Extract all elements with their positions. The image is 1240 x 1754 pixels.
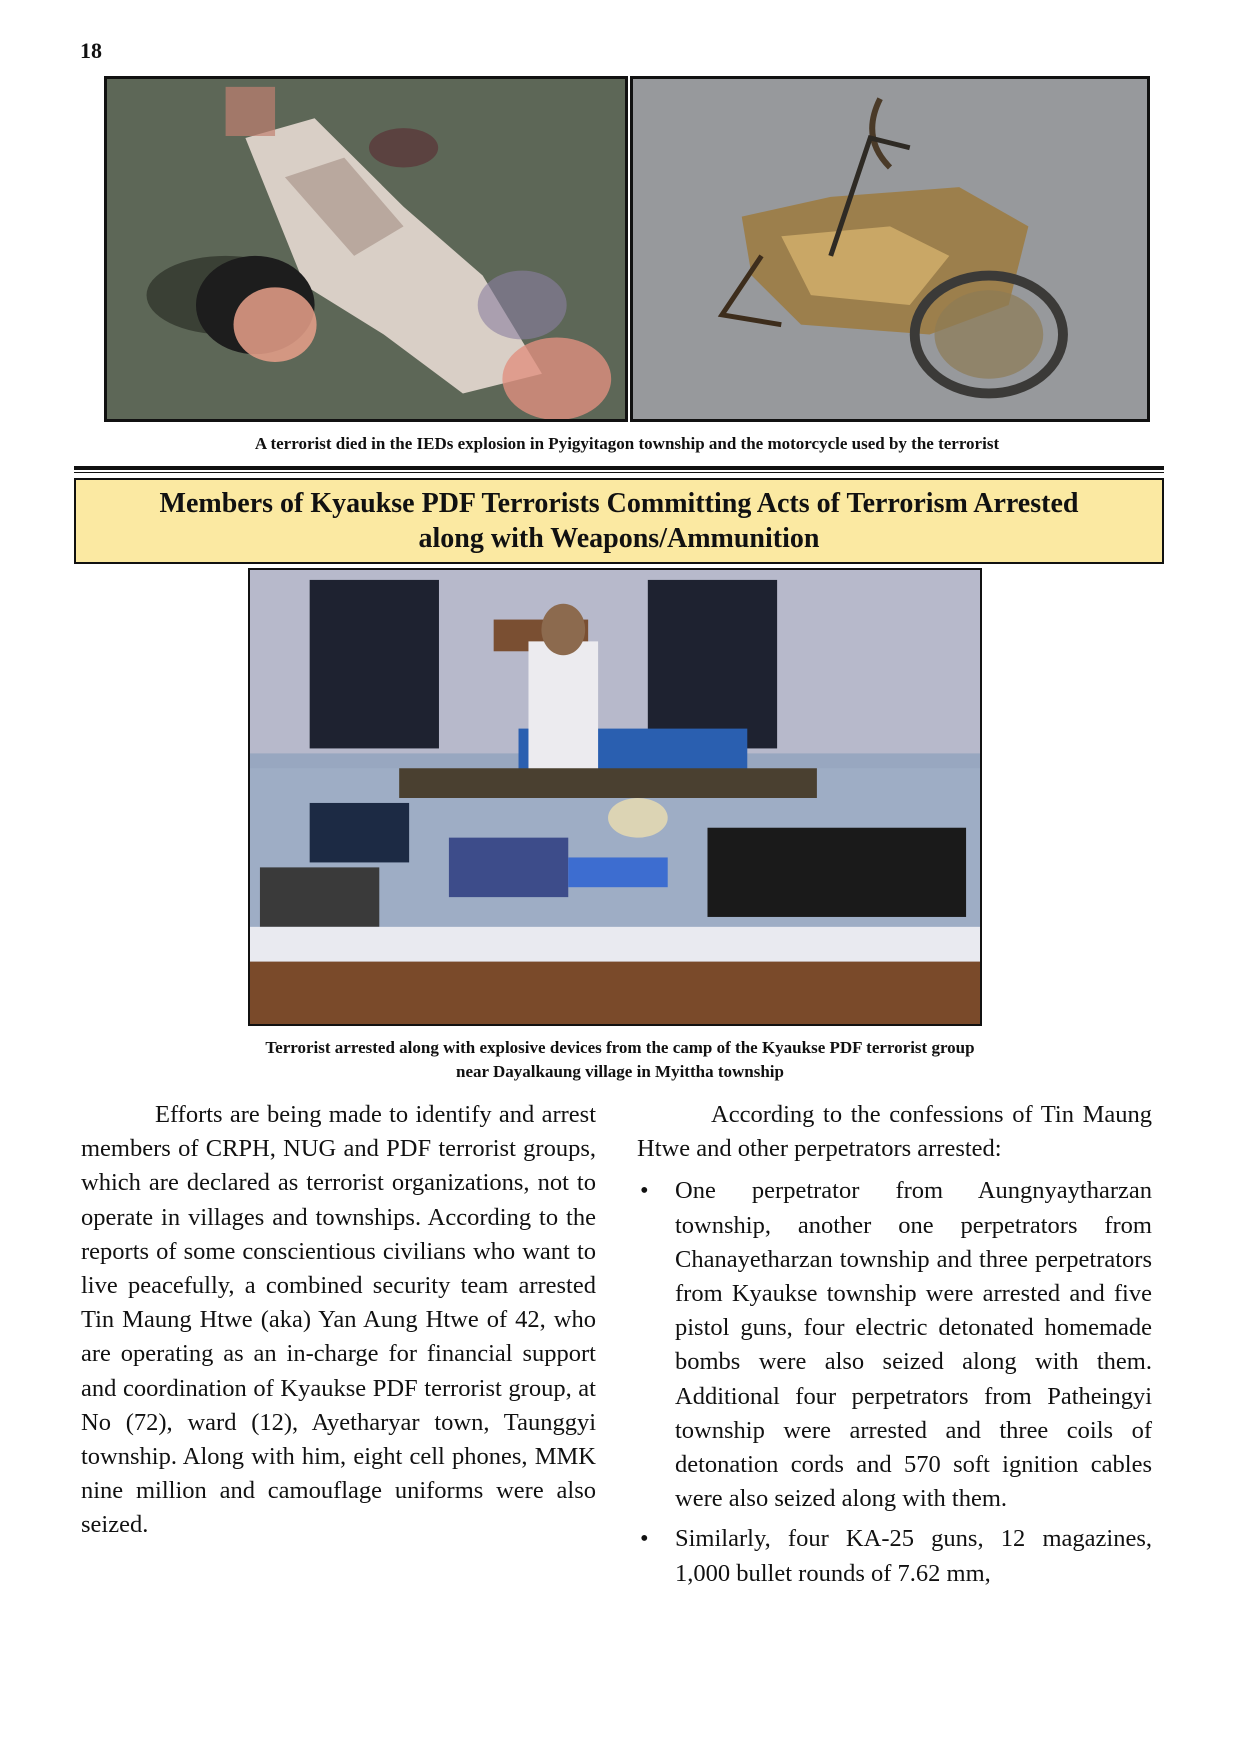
- ied-victim-photo: [104, 76, 628, 422]
- top-photos-caption: A terrorist died in the IEDs explosion in Pyigyitagon township and the motorcycle used by the terrorist: [254, 434, 1000, 453]
- bullet-item: [637, 1174, 1152, 1516]
- headline-box: [74, 478, 1164, 564]
- article-bullet-list: [637, 1174, 1152, 1590]
- main-photo-caption: [150, 1036, 1090, 1084]
- bullet-dot: •: [640, 1177, 649, 1205]
- bullet-item: [637, 1522, 1152, 1590]
- divider-thick: [74, 466, 1164, 470]
- headline-line-2: along with Weapons/Ammunition: [418, 523, 820, 554]
- article-right-column: [637, 1098, 1152, 1597]
- headline-line-1: Members of Kyaukse PDF Terrorists Committing Acts of Terrorism Arrested: [159, 488, 1079, 519]
- bullet-text: One perpetrator from Aungnyaytharzan township, another one perpetrators from Chanayetharzan township and three perpetrators from Kyaukse township were arrested and five pistol guns, four electric detonated homemade bombs were also seized along with them. Additional four perpetrators from Patheingyi township were arrested and three coils of detonation cords and 570 soft ignition cables were also seized along with them.: [675, 1177, 1152, 1513]
- page-number: 18: [80, 38, 102, 63]
- main-photo-caption-line-1: Terrorist arrested along with explosive devices from the camp of the Kyaukse PDF terrorist group: [265, 1038, 975, 1057]
- article-right-intro: According to the confessions of Tin Maung Htwe and other perpetrators arrested:: [637, 1101, 1152, 1163]
- motorcycle-photo: [630, 76, 1150, 422]
- main-photo-caption-line-2: near Dayalkaung village in Myittha township: [456, 1062, 784, 1081]
- bullet-dot: •: [640, 1525, 649, 1553]
- article-left-paragraph: Efforts are being made to identify and arrest members of CRPH, NUG and PDF terrorist groups, which are declared as terrorist organizations, not to operate in villages and townships. According to the reports of some conscientious civilians who want to live peacefully, a combined security team arrested Tin Maung Htwe (aka) Yan Aung Htwe of 42, who are operating as an in-charge for financial support and coordination of Kyaukse PDF terrorist group, at No (72), ward (12), Ayetharyar town, Taunggyi township. Along with him, eight cell phones, MMK nine million and camouflage uniforms were also seized.: [81, 1101, 596, 1539]
- divider-thin: [74, 472, 1164, 473]
- arrest-photo: [248, 568, 982, 1026]
- article-left-column: [81, 1098, 596, 1543]
- bullet-text: Similarly, four KA-25 guns, 12 magazines, 1,000 bullet rounds of 7.62 mm,: [675, 1525, 1152, 1587]
